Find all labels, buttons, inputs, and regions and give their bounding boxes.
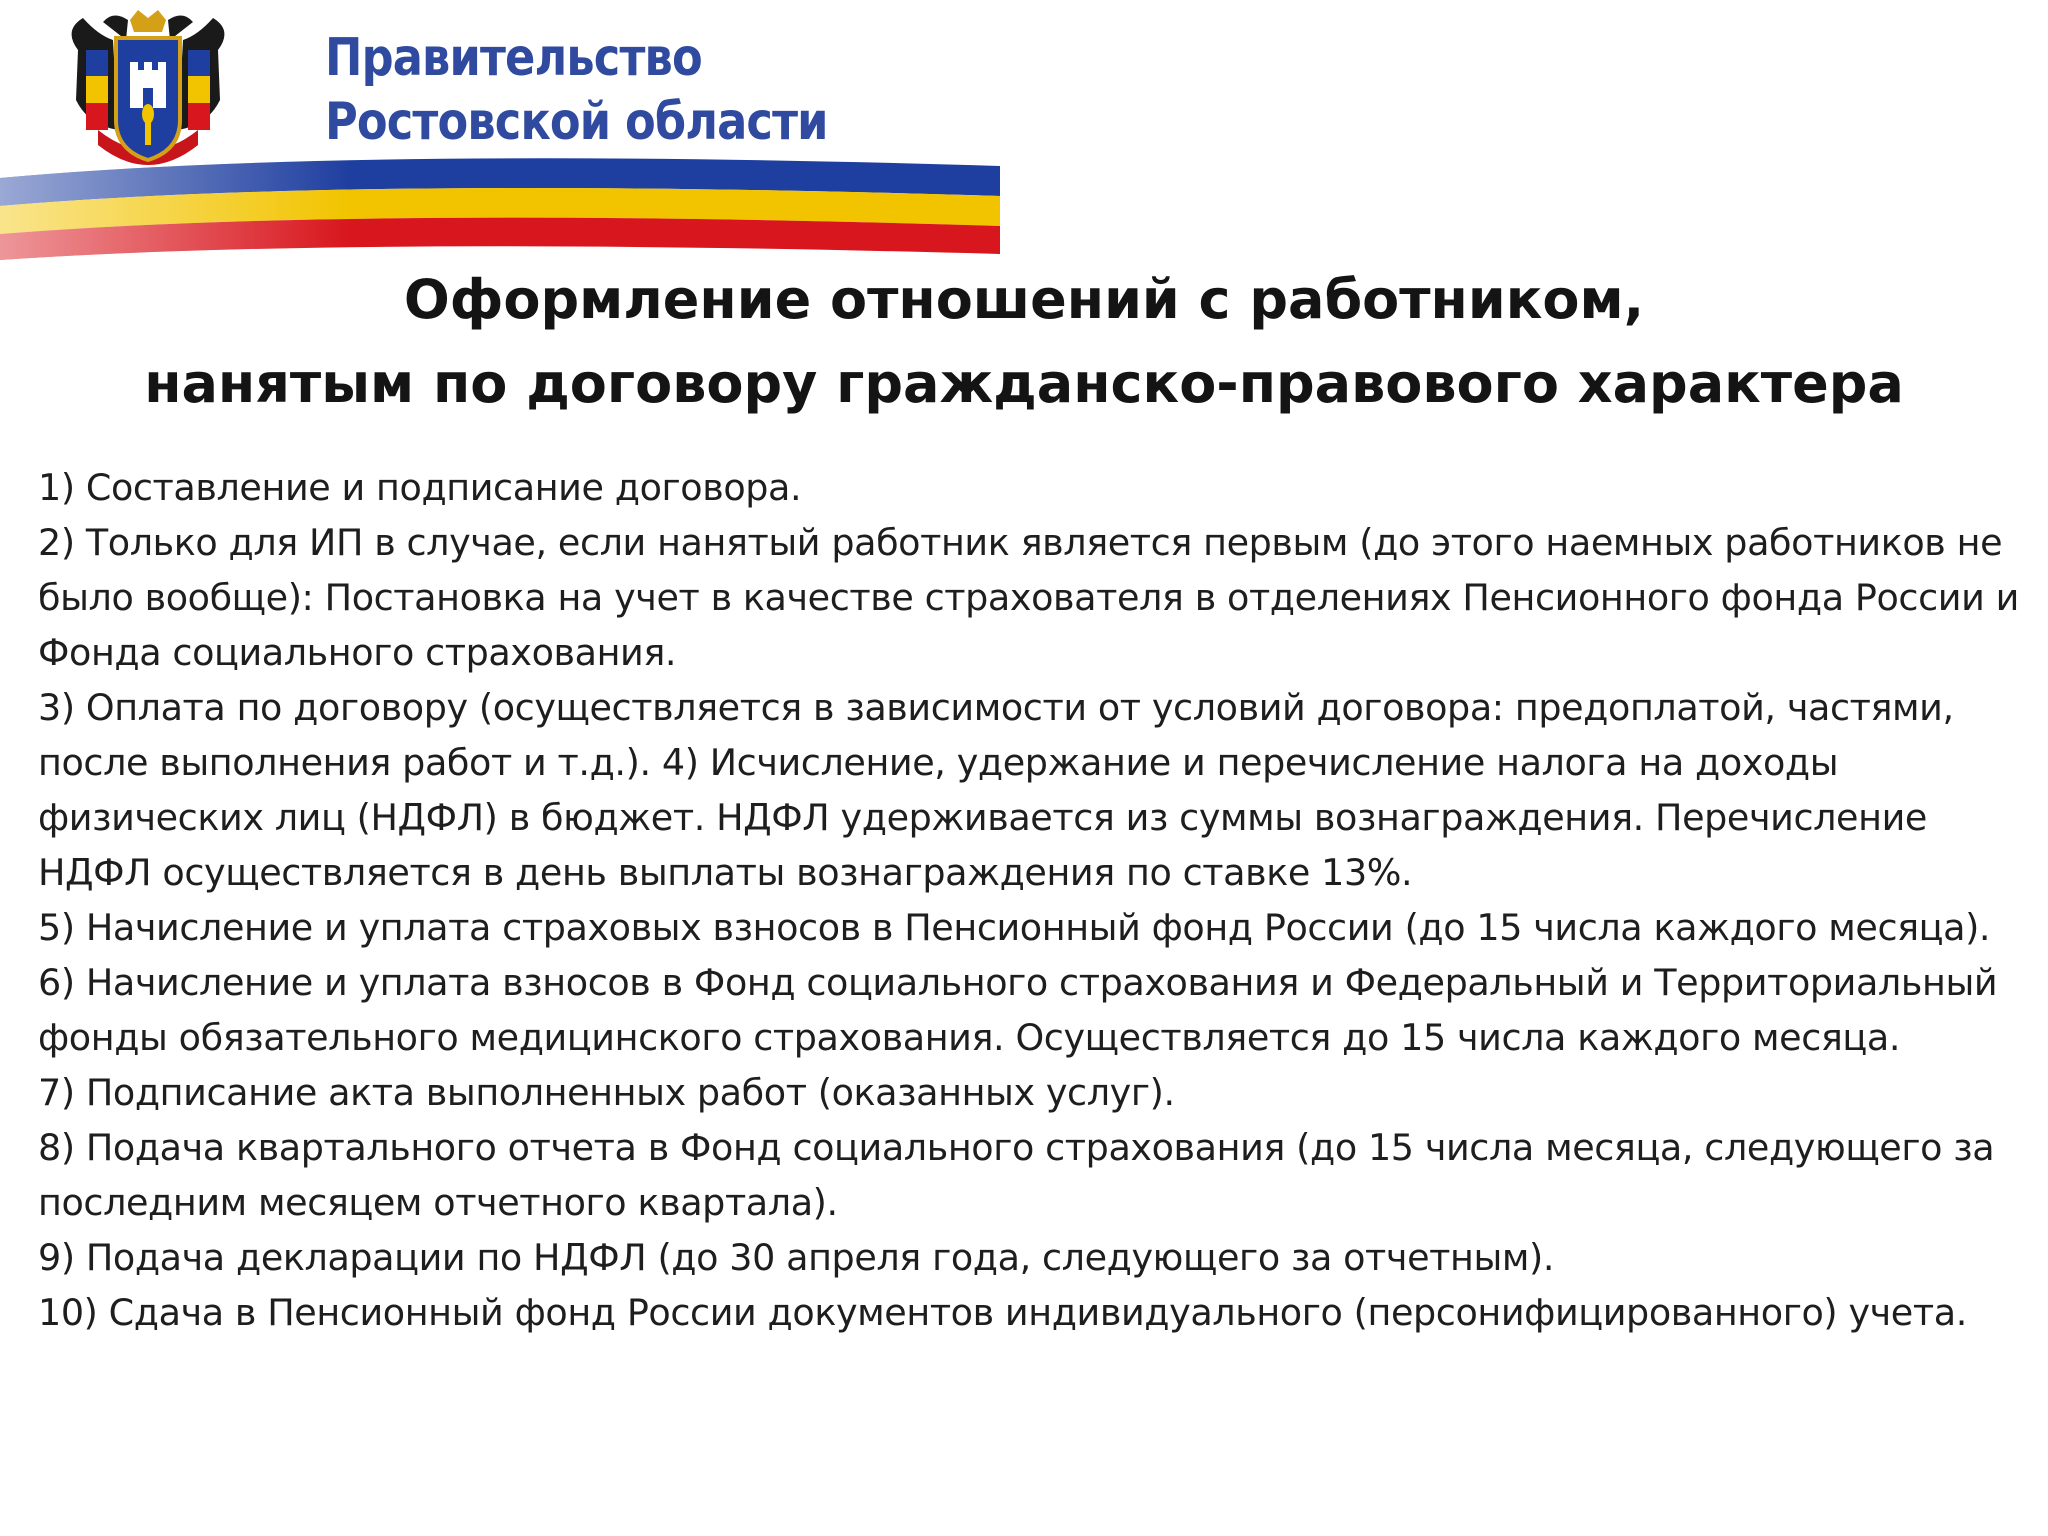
flag-ribbon bbox=[0, 150, 1000, 260]
step-item: 8) Подача квартального отчета в Фонд социального страхования (до 15 числа месяца, следующего за последним месяцем отчетного квартала). bbox=[38, 1126, 1995, 1224]
step-item: 6) Начисление и уплата взносов в Фонд социального страхования и Федеральный и Территориальный фонды обязательного медицинского страхования. Осуществляется до 15 числа каждого месяца. bbox=[38, 961, 1998, 1059]
step-item: 1) Составление и подписание договора. bbox=[38, 466, 802, 509]
steps-list bbox=[38, 460, 2028, 1340]
slide-title bbox=[0, 258, 2048, 426]
organization-name bbox=[325, 26, 828, 154]
step-item: 5) Начисление и уплата страховых взносов в Пенсионный фонд России (до 15 числа каждого месяца). bbox=[38, 906, 1991, 949]
slide-title-line1: Оформление отношений с работником, bbox=[403, 268, 1645, 331]
step-item: 3) Оплата по договору (осуществляется в зависимости от условий договора: предоплатой, частями, после выполнения работ и т.д.). 4) Исчисление, удержание и перечисление налога на доходы физических лиц (НДФЛ) в бюджет. НДФЛ удерживается из суммы вознаграждения. Перечисление НДФЛ осуществляется в день выплаты вознаграждения по ставке 13%. bbox=[38, 686, 1954, 894]
step-item: 7) Подписание акта выполненных работ (оказанных услуг). bbox=[38, 1071, 1175, 1114]
step-item: 2) Только для ИП в случае, если нанятый работник является первым (до этого наемных работников не было вообще): Постановка на учет в качестве страхователя в отделениях Пенсионного фонда России и Фонда социального страхования. bbox=[38, 521, 2019, 674]
slide-title-line2: нанятым по договору гражданско-правового характера bbox=[144, 352, 1904, 415]
organization-name-line2: Ростовской области bbox=[325, 92, 828, 152]
step-item: 9) Подача декларации по НДФЛ (до 30 апреля года, следующего за отчетным). bbox=[38, 1236, 1555, 1279]
step-item: 10) Сдача в Пенсионный фонд России документов индивидуального (персонифицированного) учета. bbox=[38, 1291, 1967, 1334]
organization-name-line1: Правительство bbox=[325, 28, 702, 88]
